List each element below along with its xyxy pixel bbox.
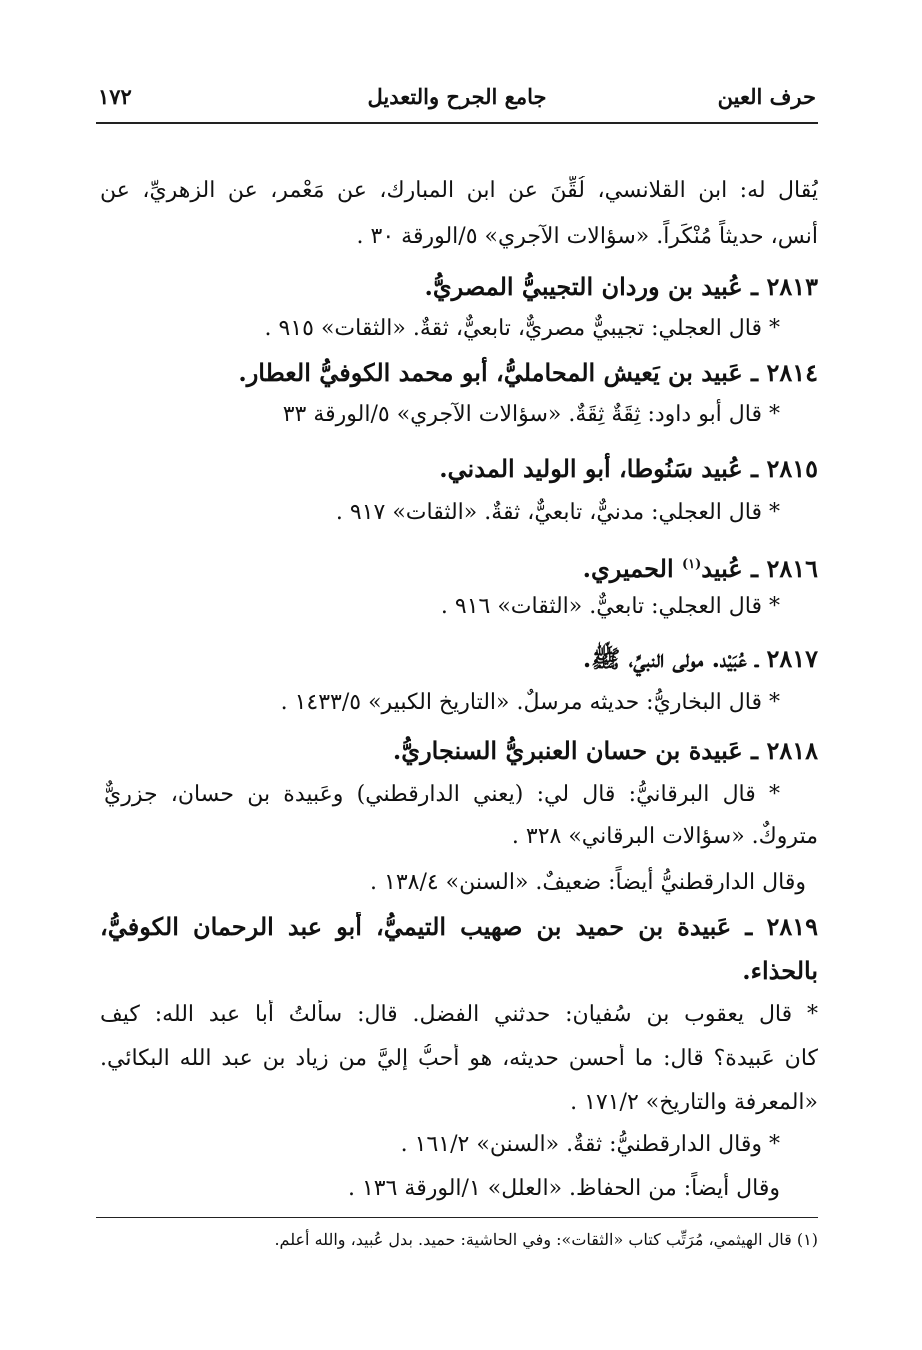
- entry-2814-heading: ٢٨١٤ ـ عَبيد بن يَعيش المحامليُّ، أبو محمد الكوفيُّ العطار.: [238, 358, 818, 387]
- entry-2818-heading: ٢٨١٨ ـ عَبيدة بن حسان العنبريُّ السنجاريُّ.: [392, 736, 818, 765]
- footnote: (١) قال الهيثمي، مُرَتِّب كتاب «الثقات»: وفي الحاشية: حميد. بدل عُبيد، والله أعلم.: [274, 1230, 818, 1249]
- entry-2813-quote: * قال العجلي: تجيبيٌّ مصريٌّ، تابعيٌّ، ثقةٌ. «الثقات» ٩١٥ .: [264, 316, 780, 341]
- entry-2815-quote: * قال العجلي: مدنيٌّ، تابعيٌّ، ثقةٌ. «الثقات» ٩١٧ .: [335, 500, 780, 525]
- entry-2813-heading: ٢٨١٣ ـ عُبيد بن وردان التجيبيُّ المصريُّ.: [424, 272, 818, 301]
- entry-2816-quote: * قال العجلي: تابعيٌّ. «الثقات» ٩١٦ .: [440, 594, 780, 619]
- entry-2819-quote-5: وقال أيضاً: من الحفاظ. «العلل» ١/الورقة ١٣٦ .: [347, 1176, 780, 1201]
- header-divider: [96, 122, 818, 124]
- text-line-2: أنس، حديثاً مُنْكَراً. «سؤالات الآجري» ٥/الورقة ٣٠ .: [356, 224, 818, 249]
- entry-2816-name: ٢٨١٦ ـ عُبيد: [701, 554, 818, 583]
- entry-2819-quote-2: كان عَبيدة؟ قال: ما أحسن حديثه، هو أحبُّ إليَّ من زياد بن عبد الله البكائي.: [100, 1046, 818, 1071]
- entry-2819-heading-cont: بالحذاء.: [742, 956, 818, 985]
- entry-2817-quote: * قال البخاريُّ: حديثه مرسلٌ. «التاريخ الكبير» ١٤٣٣/٥ .: [280, 690, 780, 715]
- entry-2819-heading: ٢٨١٩ ـ عَبيدة بن حميد بن صهيب التيميُّ، أبو عبد الرحمان الكوفيُّ،: [100, 912, 818, 941]
- entry-2819-quote-4: * وقال الدارقطنيُّ: ثقةٌ. «السنن» ١٦١/٢ .: [400, 1132, 780, 1157]
- entry-2819-quote-1: * قال يعقوب بن سُفيان: حدثني الفضل. قال: سألتُ أبا عبد الله: كيف: [100, 1002, 818, 1027]
- entry-2814-quote: * قال أبو داود: ثِقَةٌ ثِقَةٌ. «سؤالات الآجري» ٥/الورقة ٣٣: [282, 402, 780, 427]
- footnote-marker: (١): [681, 557, 702, 572]
- entry-2816-heading: [583, 550, 818, 584]
- entry-2818-quote-3: وقال الدارقطنيُّ أيضاً: ضعيفٌ. «السنن» ١٣٨/٤ .: [370, 870, 806, 895]
- section-title: حرف العين: [717, 84, 816, 109]
- entry-2816-name-rest: الحميري.: [582, 554, 682, 583]
- entry-2819-quote-3: «المعرفة والتاريخ» ١٧١/٢ .: [570, 1090, 818, 1115]
- page-number: ١٧٢: [98, 84, 132, 109]
- entry-2817-heading: ٢٨١٧ ـ عُبَيْد. مولى النبيِّ، ﷺ.: [582, 644, 818, 673]
- entry-2815-heading: ٢٨١٥ ـ عُبيد سَنُوطا، أبو الوليد المدني.: [439, 454, 818, 483]
- book-title: جامع الجرح والتعديل: [367, 84, 547, 109]
- running-header: [98, 80, 816, 116]
- text-line-1: يُقال له: ابن القلانسي، لُقِّنَ عن ابن المبارك، عن مَعْمر، عن الزهريِّ، عن: [100, 178, 818, 203]
- entry-2818-quote-1: * قال البرقانيُّ: قال لي: (يعني الدارقطني) وعَبيدة بن حسان، جزريٌّ: [104, 782, 780, 807]
- entry-2818-quote-2: متروكٌ. «سؤالات البرقاني» ٣٢٨ .: [511, 824, 818, 849]
- footnote-divider: [96, 1217, 818, 1218]
